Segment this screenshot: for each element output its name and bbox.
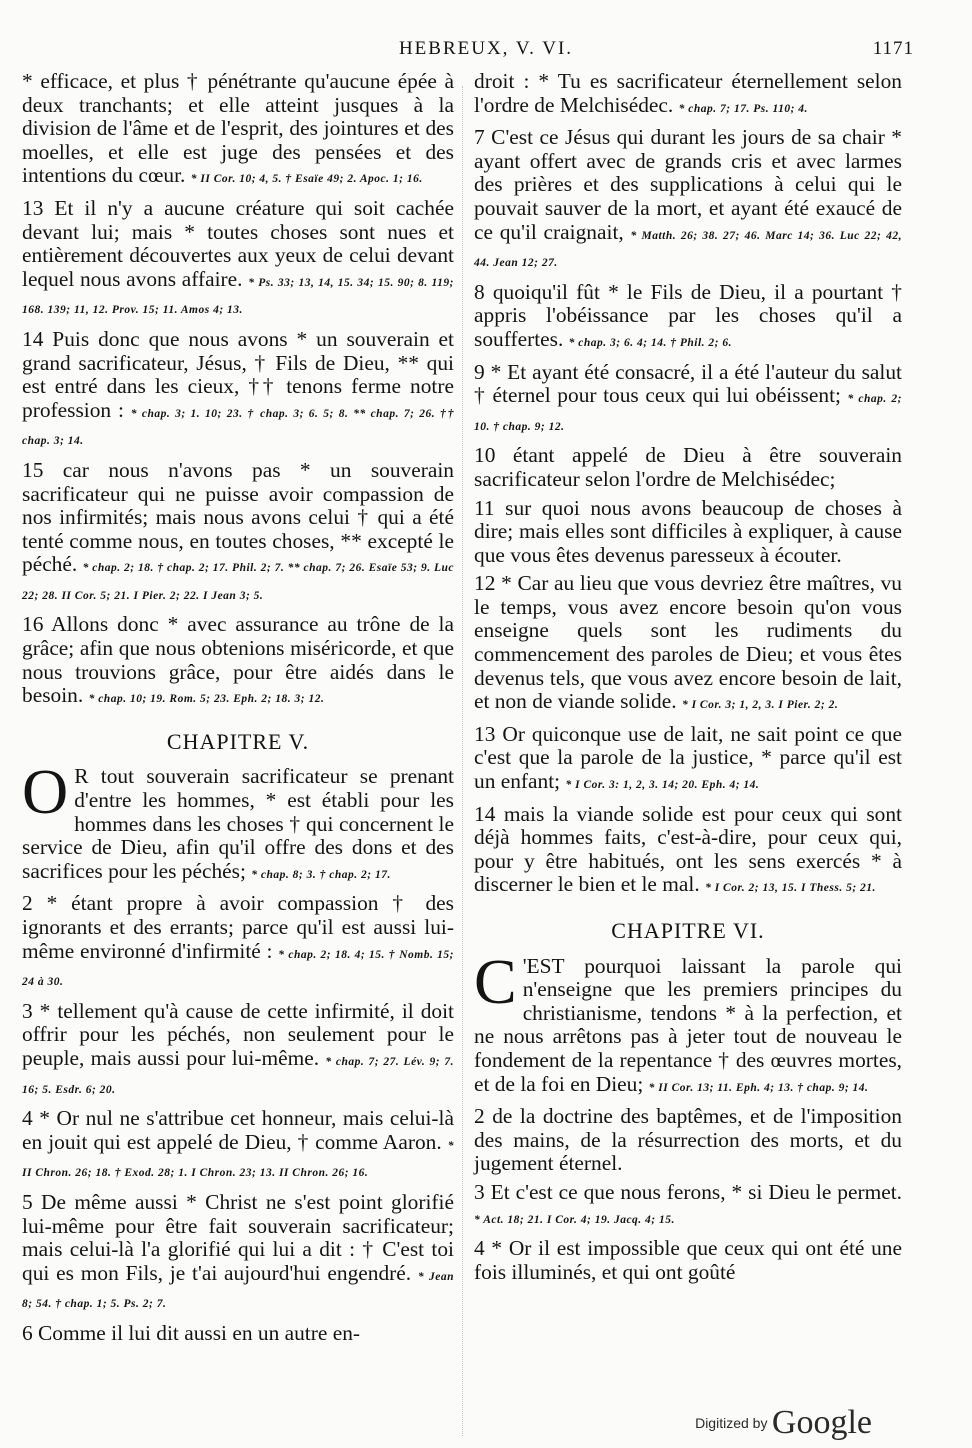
running-title: HEBREUX, V. VI. <box>398 38 574 59</box>
column-divider <box>462 86 463 1436</box>
chapter-heading: CHAPITRE V. <box>166 728 310 754</box>
verse-11 <box>474 497 902 568</box>
verse-text: 11 sur quoi nous avons beaucoup de choses à dire; mais elles sont difficiles à expliquer, à cause que vous êtes devenus paresseux à écouter. <box>474 495 902 567</box>
cross-reference: * Act. 18; 21. I Cor. 4; 19. Jacq. 4; 15. <box>474 1213 675 1226</box>
verse-text: 13 Et il n'y a aucune créature qui soit cachée devant lui; mais * toutes choses sont nues et entièrement découvertes aux yeux de celui devant lequel nous avons affaire. <box>22 195 454 291</box>
drop-cap: O <box>22 756 69 828</box>
page-number: 1171 <box>872 38 914 59</box>
cross-reference: * chap. 3; 1. 10; 23. † chap. 3; 6. 5; 8. ** chap. 7; 26. †† chap. 3; 14. <box>22 407 454 448</box>
chapter-6-verse-1 <box>474 945 902 1101</box>
verse-text: 9 * Et ayant été consacré, il a été l'auteur du salut † éternel pour tous ceux qui lui obéissent; <box>474 359 902 408</box>
cross-reference: * chap. 8; 3. † chap. 2; 17. <box>251 868 391 881</box>
digitization-watermark <box>695 1404 872 1444</box>
verse-text: 14 mais la viande solide est pour ceux qui sont déjà hommes faits, c'est-à-dire, pour ceux qui, pour y être habitués, ont les sens exercés * à discerner le bien et le mal. <box>474 801 902 897</box>
paragraph <box>474 70 902 121</box>
verse-text: droit : * Tu es sacrificateur éternellement selon l'ordre de Melchisédec. <box>474 69 902 117</box>
cross-reference: * chap. 7; 27. Lév. 9; 7. 16; 5. Esdr. 6; 20. <box>22 1055 455 1096</box>
watermark-prefix: Digitized by <box>695 1415 768 1431</box>
verse-14 <box>474 803 902 901</box>
verse-7 <box>474 126 902 276</box>
chapter-6-verse-2 <box>474 1105 902 1176</box>
running-head <box>0 38 972 68</box>
verse-text: * efficace, et plus † pénétrante qu'aucune épée à deux tranchants; et elle atteint jusques à la division de l'âme et de l'esprit, des jointures et des moelles, et elle est juge des pensées et des intentions du cœur. <box>22 69 454 188</box>
verse-text: R tout souverain sacrificateur se prenant d'entre les hommes, * est établi pour les hommes dans les choses † qui concernent le service de Dieu, afin qu'il offre des dons et des sacrifices pour les péchés; <box>22 764 454 883</box>
verse-text: 7 C'est ce Jésus qui durant les jours de sa chair * ayant offert avec de grands cris et avec larmes des prières et des supplications à celui qui le pouvait sauver de la mort, et ayant été exaucé de ce qu'il craignait, <box>474 125 902 244</box>
verse-text: 8 quoiqu'il fût * le Fils de Dieu, il a pourtant † appris l'obéissance par les choses qu'il a souffertes. <box>474 279 902 351</box>
chapter-heading: CHAPITRE VI. <box>611 918 765 943</box>
verse-text: 3 * tellement qu'à cause de cette infirmité, il doit offrir pour les péchés, non seulement pour le peuple, mais aussi pour lui-même. <box>22 998 454 1070</box>
verse-13 <box>474 723 902 798</box>
chapter-5-verse-1 <box>22 756 454 887</box>
chapter-5-verse-5 <box>22 1191 454 1317</box>
chapter-5-verse-4 <box>22 1107 454 1186</box>
left-column <box>22 70 454 1351</box>
verse-text: 12 * Car au lieu que vous devriez être maîtres, vu le temps, vous avez encore besoin qu'on vous enseigne quels sont les rudiments du commencement des paroles de Dieu; et vous êtes devenus tels, que vous avez encore besoin de lait, et non de viande solide. <box>474 571 902 714</box>
cross-reference: * I Cor. 3: 1, 2, 3. 14; 20. Eph. 4; 14. <box>565 779 760 792</box>
verse-text: 5 De même aussi * Christ ne s'est point glorifié lui-même pour être fait souverain sacrificateur; mais celui-là l'a glorifié qui lui a dit : † C'est toi qui es mon Fils, je t'ai aujourd'hui engendré. <box>22 1189 454 1285</box>
verse-text: 'EST pourquoi laissant la parole qui n'enseigne que les premiers principes du christianisme, tendons * à la perfection, et ne nous arrêtons pas à jeter tout de nouveau le fondement de la repentance † des œuvres mortes, et de la foi en Dieu; <box>474 953 902 1096</box>
cross-reference: * chap. 2; 18. † chap. 2; 17. Phil. 2; 7. ** chap. 7; 26. Esaïe 53; 9. Luc 22; 28. II Cor. 5; 21. I Pier. 2; 22. I Jean 3; 5. <box>22 562 454 602</box>
cross-reference: * Matth. 26; 38. 27; 46. Marc 14; 36. Luc 22; 42, 44. Jean 12; 27. <box>474 229 902 270</box>
verse-text: 13 Or quiconque use de lait, ne sait point ce que c'est que la parole de la justice, * parce qu'il est un enfant; <box>474 721 902 794</box>
cross-reference: * II Cor. 13; 11. Eph. 4; 13. † chap. 9; 14. <box>648 1081 869 1094</box>
verse-text: 10 étant appelé de Dieu à être souverain sacrificateur selon l'ordre de Melchisédec; <box>474 443 902 491</box>
verse-16 <box>22 613 454 711</box>
verse-text: 2 de la doctrine des baptêmes, et de l'imposition des mains, de la résurrection des morts, et du jugement éternel. <box>474 1104 902 1176</box>
cross-reference: * I Cor. 3; 1, 2, 3. I Pier. 2; 2. <box>681 699 839 712</box>
cross-reference: * II Cor. 10; 4, 5. † Esaïe 49; 2. Apoc. 1; 16. <box>190 173 423 186</box>
verse-text: 4 * Or nul ne s'attribue cet honneur, mais celui-là en jouit qui est appelé de Dieu, † comme Aaron. <box>22 1106 454 1154</box>
verse-text: 2 * étant propre à avoir compassion † des ignorants et des errants; parce qu'il est aussi lui-même environné d'infirmité : <box>22 891 454 963</box>
cross-reference: * chap. 10; 19. Rom. 5; 23. Eph. 2; 18. 3; 12. <box>88 693 325 706</box>
verse-9 <box>474 361 902 440</box>
verse-10 <box>474 444 902 491</box>
verse-15 <box>22 459 454 609</box>
verse-text: 16 Allons donc * avec assurance au trône de la grâce; afin que nous obtenions miséricorde, et que nous trouvions grâce, pour être aidés dans le besoin. <box>22 612 454 708</box>
cross-reference: * II Chron. 26; 18. † Exod. 28; 1. I Chron. 23; 13. II Chron. 26; 16. <box>22 1139 454 1180</box>
cross-reference: * chap. 3; 6. 4; 14. † Phil. 2; 6. <box>568 336 732 349</box>
cross-reference: * chap. 2; 18. 4; 15. † Nomb. 15; 24 à 30. <box>22 948 454 989</box>
verse-8 <box>474 281 902 356</box>
cross-reference: * chap. 2; 10. † chap. 9; 12. <box>474 393 902 433</box>
chapter-6-verse-4 <box>474 1237 902 1284</box>
verse-text: 15 car nous n'avons pas * un souverain sacrificateur qui ne puisse avoir compassion de nos infirmités; mais nous avons celui † qui a été tenté comme nous, en toutes choses, ** excepté le péché. <box>22 457 454 577</box>
chapter-5-verse-3 <box>22 1000 454 1102</box>
verse-14 <box>22 328 454 454</box>
verse-text: 3 Et c'est ce que nous ferons, * si Dieu le permet. <box>474 1179 902 1204</box>
verse-text: 14 Puis donc que nous avons * un souverain et grand sacrificateur, Jésus, † Fils de Dieu, ** qui est entré dans les cieux, †† tenons ferme notre profession : <box>22 326 454 422</box>
chapter-5-verse-2 <box>22 892 454 994</box>
cross-reference: * chap. 7; 17. Ps. 110; 4. <box>678 102 808 115</box>
cross-reference: * I Cor. 2; 13, 15. I Thess. 5; 21. <box>705 882 876 895</box>
verse-13 <box>22 197 454 323</box>
verse-text: 4 * Or il est impossible que ceux qui ont été une fois illuminés, et qui ont goûté <box>474 1236 902 1284</box>
drop-cap: C <box>474 945 517 1017</box>
verse-12 <box>474 572 902 718</box>
right-column <box>474 70 902 1289</box>
paragraph <box>22 70 454 192</box>
chapter-5-verse-6 <box>22 1322 454 1346</box>
verse-text: 6 Comme il lui dit aussi en un autre en- <box>22 1320 361 1345</box>
cross-reference: * Jean 8; 54. † chap. 1; 5. Ps. 2; 7. <box>22 1270 454 1311</box>
google-logo: Google <box>771 1404 872 1441</box>
cross-reference: * Ps. 33; 13, 14, 15. 34; 15. 90; 8. 119; 168. 139; 11, 12. Prov. 15; 11. Amos 4; 13. <box>22 276 454 317</box>
chapter-6-verse-3 <box>474 1181 902 1232</box>
